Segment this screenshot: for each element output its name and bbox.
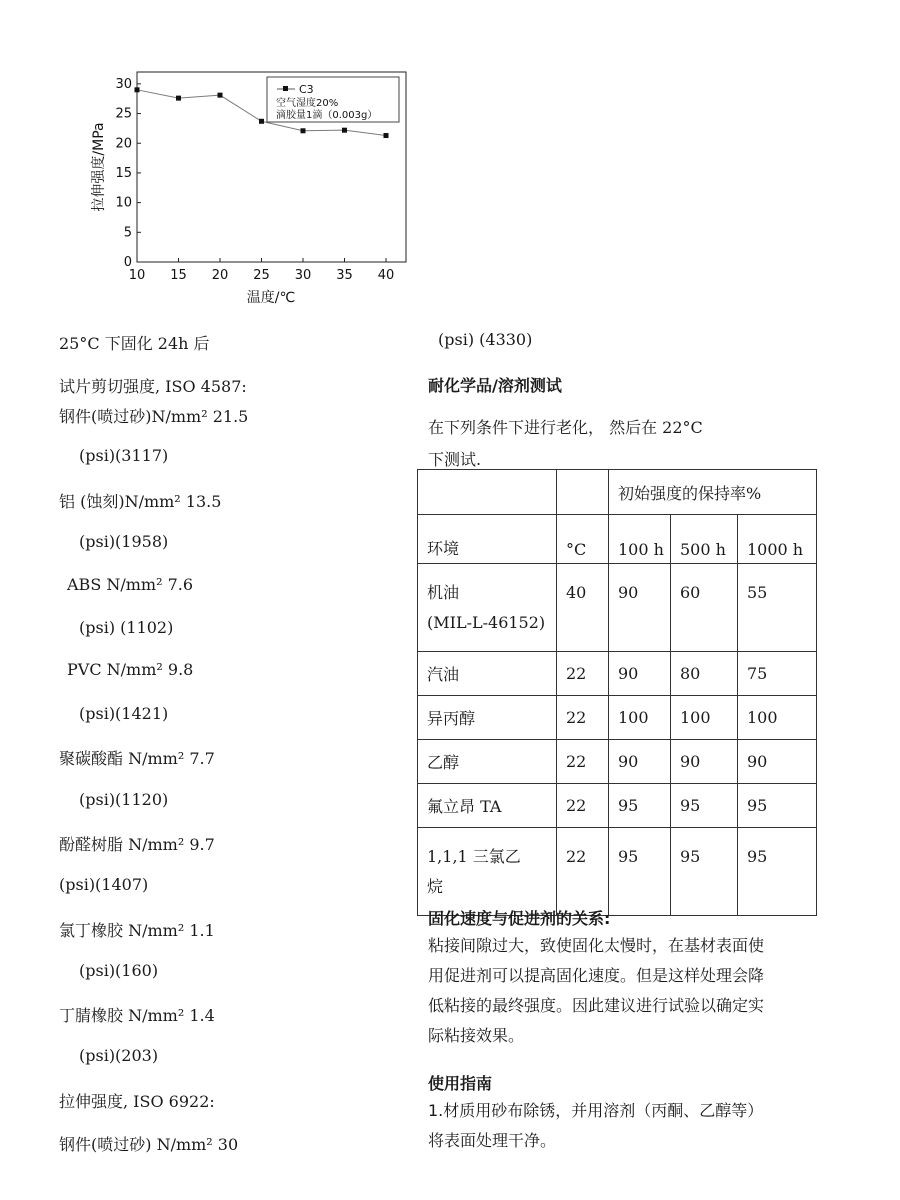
legend-note-humidity: 空气湿度20% [276,98,339,109]
spec-line: 铝 (蚀刻)N/mm² 13.5 [59,492,222,511]
x-tick-label: 15 [170,268,187,283]
cell-500h: 95 [671,784,738,828]
cell-environment: 1,1,1 三氯乙 烷 [418,828,557,916]
cure-speed-paragraph: 粘接间隙过大，致使固化太慢时，在基材表面使用促进剂可以提高固化速度。但是这样处理会降低粘接的最终强度。因此建议进行试验以确定实际粘接效果。 [428,936,765,1045]
data-point [259,119,264,124]
cell-temp: 40 [557,564,609,652]
cell-100h: 90 [609,740,671,784]
data-point [135,87,140,92]
spec-line: (psi)(160) [79,961,159,980]
cell-environment: 机油 (MIL-L-46152) [418,564,557,652]
legend-note-dose: 滴胶量1滴（0.003g） [276,110,378,121]
y-tick-label: 15 [115,165,132,181]
col-header-100h: 100 h [609,515,671,564]
chemical-resistance-heading: 耐化学品/溶剂测试 [428,376,562,395]
y-tick-label: 10 [115,195,132,211]
y-tick-label: 30 [115,76,132,92]
spec-line: 钢件(喷过砂)N/mm² 21.5 [59,407,249,426]
data-point [218,93,223,98]
cell-temp: 22 [557,696,609,740]
cell-500h: 90 [671,740,738,784]
table-row [418,564,817,652]
header-blank [557,470,609,515]
usage-guide-step-1: 1.材质用砂布除锈，并用溶剂（丙酮、乙醇等）将表面处理干净。 [428,1101,764,1150]
spec-line: 丁腈橡胶 N/mm² 1.4 [59,1006,215,1025]
cell-100h: 90 [609,564,671,652]
cell-1000h: 75 [738,652,817,696]
cell-1000h: 55 [738,564,817,652]
cell-100h: 95 [609,828,671,916]
table-row [418,652,817,696]
x-tick-label: 40 [377,268,395,283]
spec-line: (psi)(1120) [79,790,169,809]
y-tick-label: 5 [123,225,132,241]
spec-line: 试片剪切强度, ISO 4587: [59,377,247,396]
col-header-environment: 环境 [418,515,557,564]
cell-1000h: 100 [738,696,817,740]
col-header-500h: 500 h [671,515,738,564]
spec-line: (psi)(1407) [59,875,149,894]
spec-line: 氯丁橡胶 N/mm² 1.1 [59,921,215,940]
x-tick-label: 10 [128,268,146,283]
cell-1000h: 95 [738,828,817,916]
table-row [418,828,817,916]
cell-temp: 22 [557,740,609,784]
cell-environment: 乙醇 [418,740,557,784]
table-row [418,784,817,828]
x-tick-label: 35 [336,268,353,283]
x-tick-label: 20 [211,268,229,283]
data-point [176,96,181,101]
aging-intro-line2: 下测试. [428,450,482,469]
col-header-temp: °C [557,515,609,564]
spec-line: ABS N/mm² 7.6 [67,575,194,594]
cure-speed-heading: 固化速度与促进剂的关系: [428,909,611,928]
cell-500h: 60 [671,564,738,652]
data-point [301,128,306,133]
col-header-1000h: 1000 h [738,515,817,564]
cell-temp: 22 [557,828,609,916]
data-point [384,133,389,138]
cell-1000h: 95 [738,784,817,828]
tensile-strength-chart [80,62,420,312]
header-blank [418,470,557,515]
y-axis-label: 拉伸强度/MPa [91,122,107,212]
cell-environment: 汽油 [418,652,557,696]
x-axis-label: 温度/℃ [246,290,296,306]
spec-line: (psi)(3117) [79,446,169,465]
cell-500h: 95 [671,828,738,916]
spec-line: 拉伸强度, ISO 6922: [59,1092,215,1111]
cell-100h: 100 [609,696,671,740]
legend-series-label: C3 [299,83,314,96]
spec-line: 钢件(喷过砂) N/mm² 30 [59,1135,239,1154]
cell-environment: 氟立昂 TA [418,784,557,828]
table-row [418,740,817,784]
x-tick-label: 30 [294,268,312,283]
cell-1000h: 90 [738,740,817,784]
group-header: 初始强度的保持率% [609,470,817,515]
cell-temp: 22 [557,784,609,828]
psi-tensile-value: (psi) (4330) [438,330,533,349]
spec-line: (psi)(1958) [79,532,169,551]
spec-line: 聚碳酸酯 N/mm² 7.7 [59,749,215,768]
y-tick-label: 0 [123,255,132,270]
cell-100h: 95 [609,784,671,828]
cell-500h: 100 [671,696,738,740]
y-tick-label: 25 [115,106,132,122]
spec-line: (psi) (1102) [79,618,174,637]
aging-intro-line1: 在下列条件下进行老化， 然后在 22°C [428,418,703,437]
cell-100h: 90 [609,652,671,696]
legend-marker [283,86,288,91]
y-tick-label: 20 [115,136,132,152]
spec-line: (psi)(203) [79,1046,159,1065]
cell-temp: 22 [557,652,609,696]
cell-environment: 异丙醇 [418,696,557,740]
table-row [418,696,817,740]
x-tick-label: 25 [253,268,270,283]
legend [267,77,399,122]
spec-line: 酚醛树脂 N/mm² 9.7 [59,835,215,854]
spec-line: (psi)(1421) [79,704,169,723]
chemical-resistance-table [417,469,817,916]
spec-line: PVC N/mm² 9.8 [67,660,194,679]
data-point [342,128,347,133]
spec-line: 25°C 下固化 24h 后 [59,334,210,353]
usage-guide-heading: 使用指南 [428,1074,493,1093]
cell-500h: 80 [671,652,738,696]
